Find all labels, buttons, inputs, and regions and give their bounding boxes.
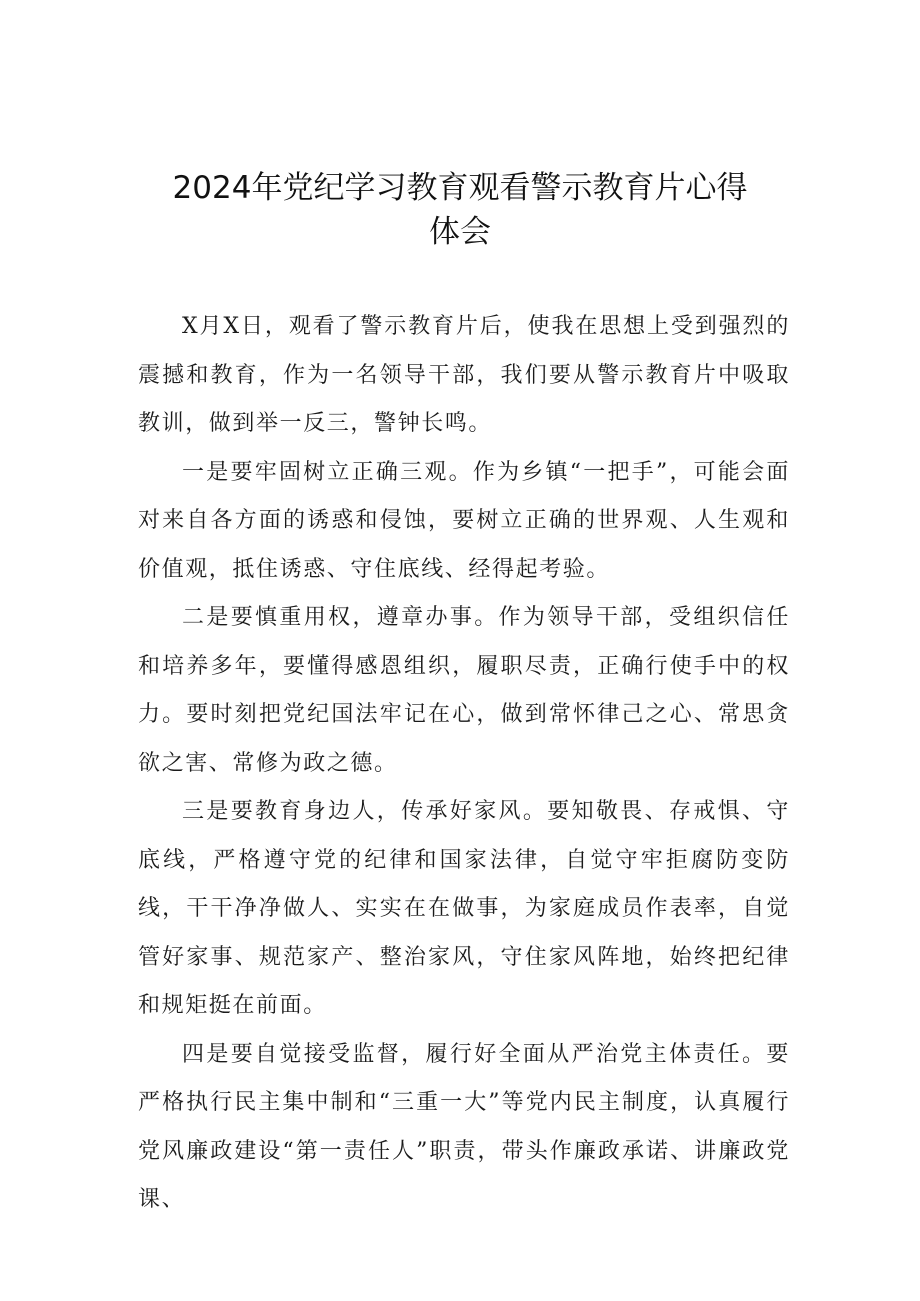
paragraph-intro: X月X日，观看了警示教育片后，使我在思想上受到强烈的震撼和教育，作为一名领导干部，我们要从警示教育片中吸取教训，做到举一反三，警钟长鸣。 <box>138 314 790 436</box>
paragraph-point-4: 四是要自觉接受监督，履行好全面从严治党主体责任。要严格执行民主集中制和“三重一大”等党内民主制度，认真履行党风廉政建设“第一责任人”职责，带头作廉政承诺、讲廉政党课、 <box>138 1041 790 1212</box>
title-line-1: 2024年党纪学习教育观看警示教育片心得 <box>172 170 748 206</box>
title-line-2: 体会 <box>429 214 491 250</box>
document-body <box>138 303 790 1225</box>
paragraph-point-3: 三是要教育身边人，传承好家风。要知敬畏、存戒惧、守底线，严格遵守党的纪律和国家法律，自觉守牢拒腐防变防线，干干净净做人、实实在在做事，为家庭成员作表率，自觉管好家事、规范家产、整治家风，守住家风阵地，始终把纪律和规矩挺在前面。 <box>138 799 790 1018</box>
paragraph-point-2: 二是要慎重用权，遵章办事。作为领导干部，受组织信任和培养多年，要懂得感恩组织，履职尽责，正确行使手中的权力。要时刻把党纪国法牢记在心，做到常怀律己之心、常思贪欲之害、常修为政之德。 <box>138 605 790 776</box>
paragraph-point-1: 一是要牢固树立正确三观。作为乡镇“一把手”，可能会面对来自各方面的诱惑和侵蚀，要树立正确的世界观、人生观和价值观，抵住诱惑、守住底线、经得起考验。 <box>138 459 790 582</box>
document-title <box>110 166 810 254</box>
